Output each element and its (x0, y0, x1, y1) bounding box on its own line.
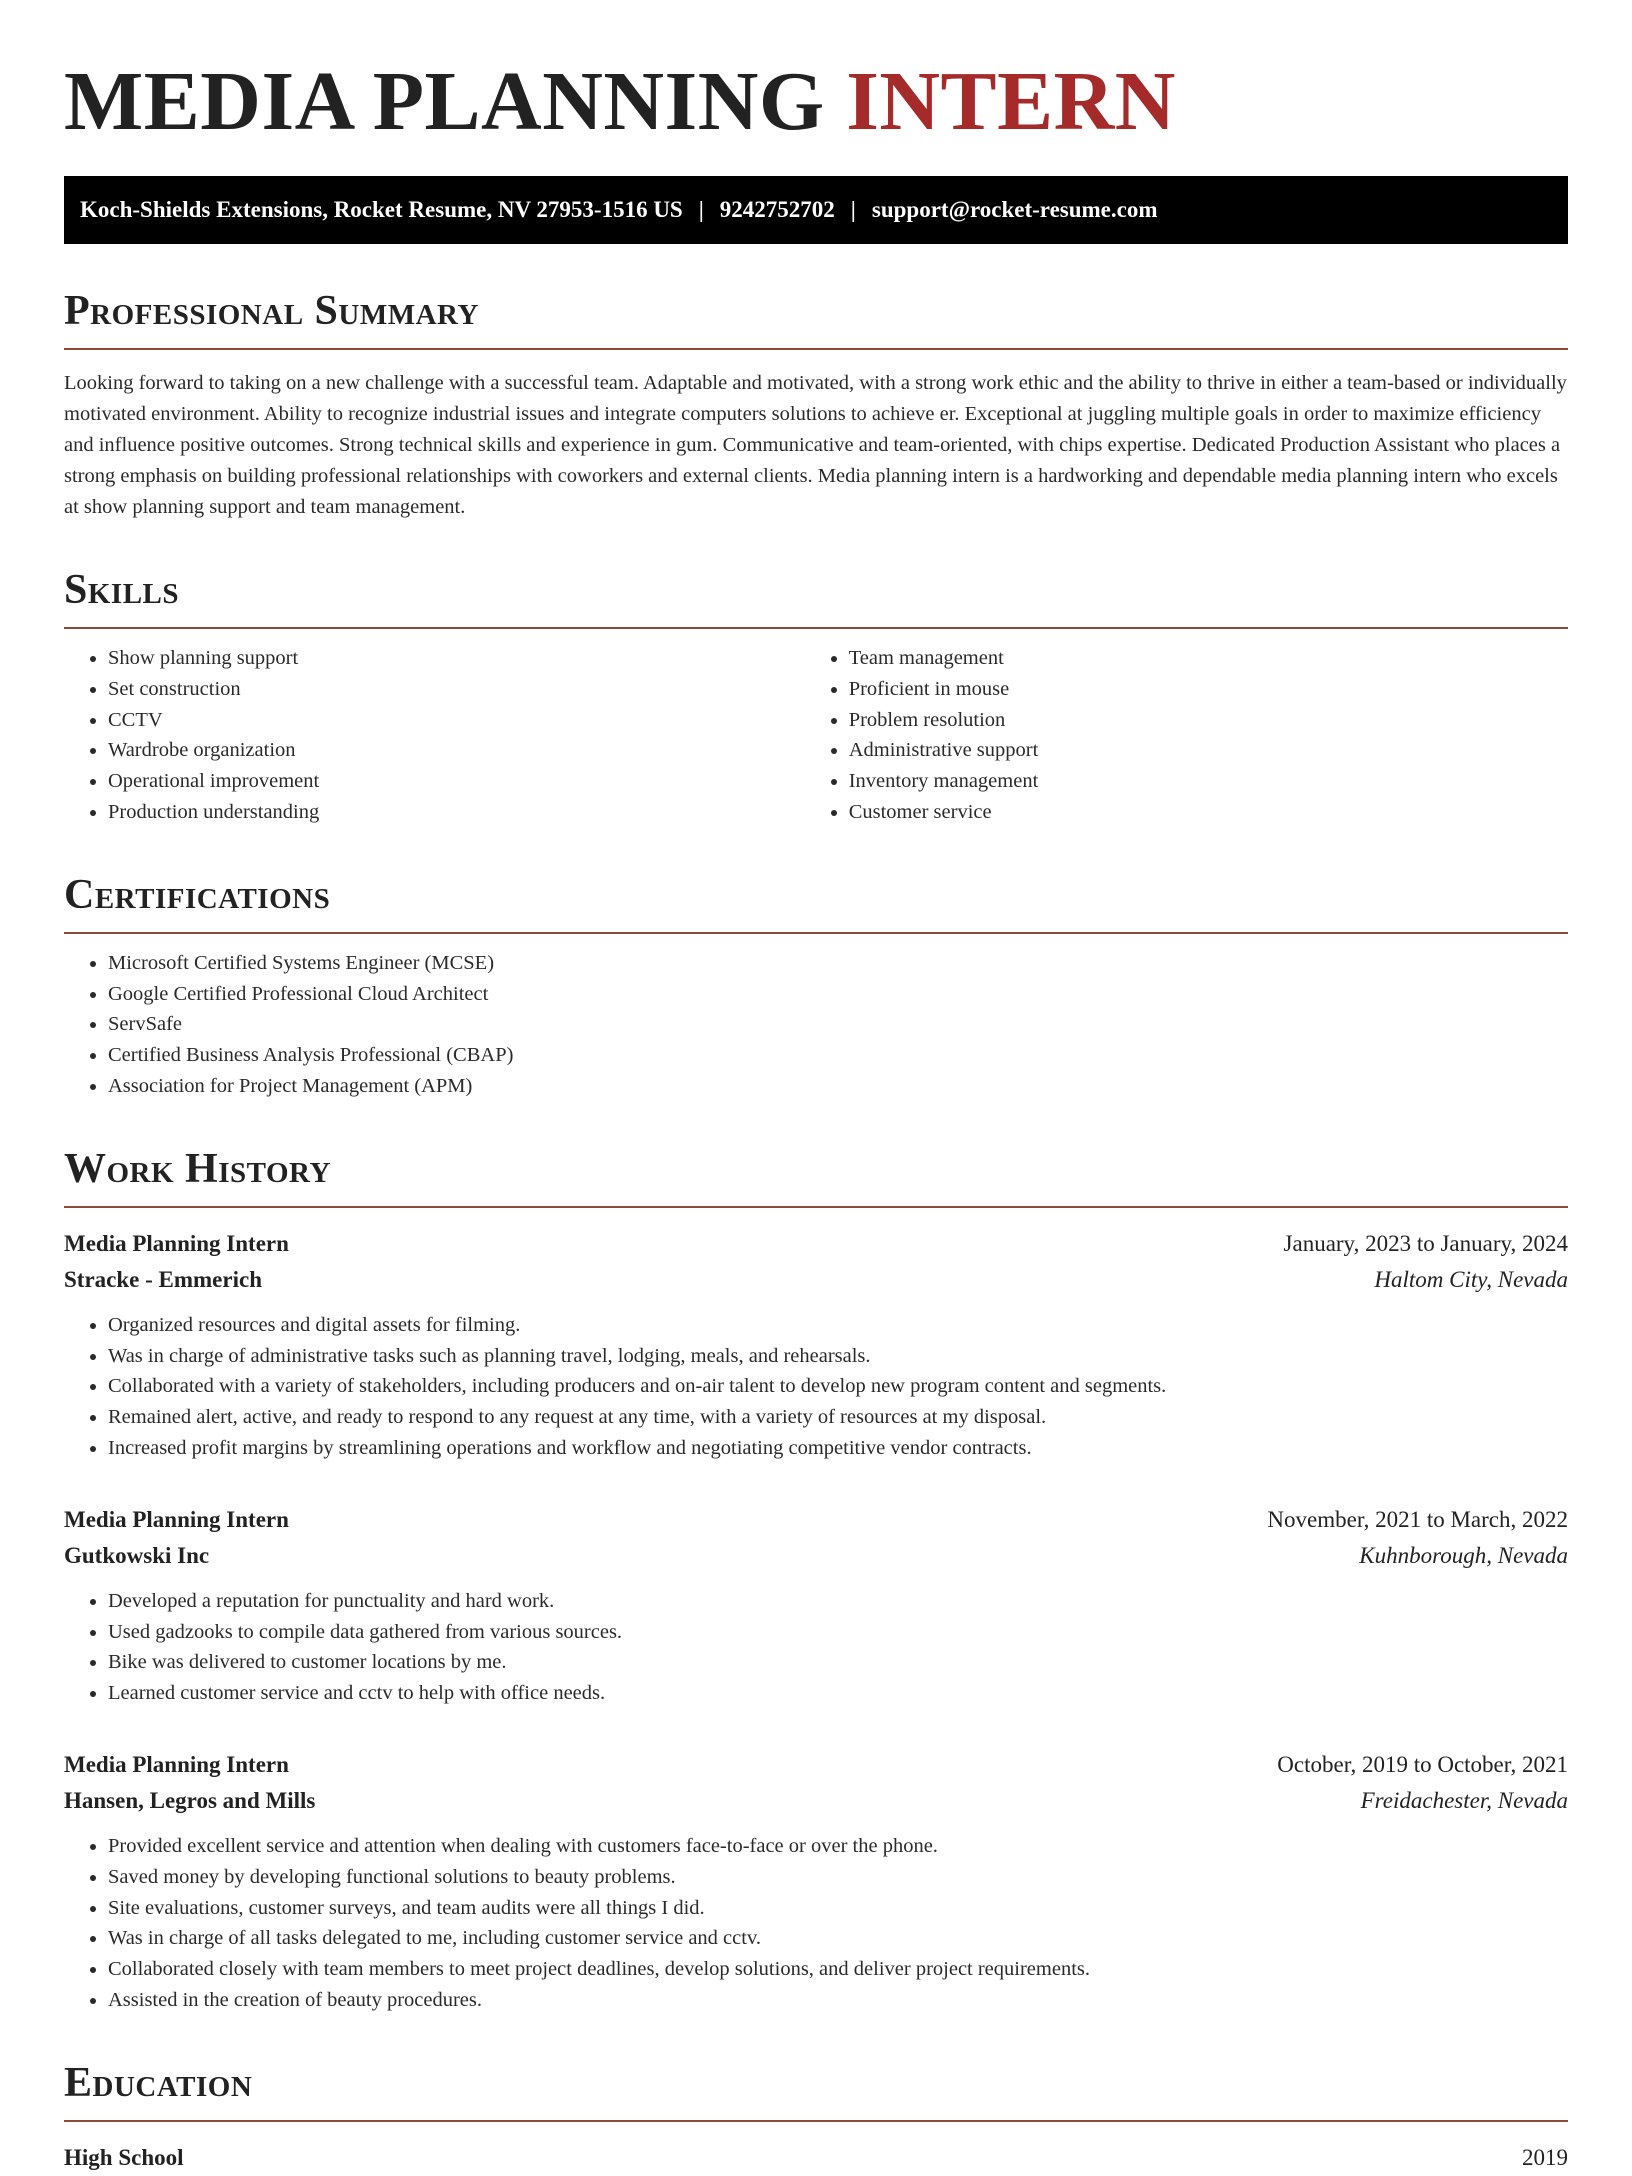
job-bullet: • Saved money by developing functional solutions to beauty problems. (108, 1862, 1568, 1893)
certification-item: • Google Certified Professional Cloud Architect (108, 979, 1568, 1010)
job-bullet: • Remained alert, active, and ready to respond to any request at any time, with a variety of resources at my disposal. (108, 1402, 1568, 1433)
job-bullet: • Developed a reputation for punctuality and hard work. (108, 1586, 1568, 1617)
job-bullet: • Increased profit margins by streamlining operations and workflow and negotiating competitive vendor contracts. (108, 1433, 1568, 1464)
job-company-row (64, 1783, 1568, 1819)
job-bullet: • Provided excellent service and attention when dealing with customers face-to-face or over the phone. (108, 1831, 1568, 1862)
skills-section (64, 563, 1568, 828)
certification-item: • Microsoft Certified Systems Engineer (MCSE) (108, 948, 1568, 979)
education-school: High School (64, 2144, 184, 2170)
section-title: Education (64, 2056, 1568, 2122)
job-header-row (64, 1226, 1568, 1262)
job-dates: January, 2023 to January, 2024 (1283, 1230, 1568, 1256)
education-year: 2019 (1522, 2144, 1568, 2170)
section-title: Work History (64, 1142, 1568, 1208)
job-bullets (64, 1586, 1568, 1709)
skill-item: • Proficient in mouse (849, 674, 1568, 705)
contact-separator: | (698, 197, 704, 222)
section-title: Professional Summary (64, 284, 1568, 350)
job-title: Media Planning Intern (64, 1751, 289, 1777)
certification-item: • Association for Project Management (APM) (108, 1071, 1568, 1102)
job-bullet: • Organized resources and digital assets for filming. (108, 1310, 1568, 1341)
contact-phone: 9242752702 (719, 197, 835, 222)
skill-item: • Problem resolution (849, 705, 1568, 736)
skill-item: • Show planning support (108, 643, 805, 674)
job-header-row (64, 1502, 1568, 1538)
job-bullet: • Assisted in the creation of beauty procedures. (108, 1985, 1568, 2016)
skill-item: • Inventory management (849, 766, 1568, 797)
skills-grid (64, 629, 1568, 828)
skills-list-right (805, 643, 1568, 828)
job-location: Kuhnborough, Nevada (1359, 1542, 1568, 1568)
job-bullets (64, 1310, 1568, 1464)
skill-item: • CCTV (108, 705, 805, 736)
job-bullets (64, 1831, 1568, 2016)
skill-item: • Production understanding (108, 797, 805, 828)
section-title: Certifications (64, 868, 1568, 934)
job-bullet: • Site evaluations, customer surveys, and team audits were all things I did. (108, 1893, 1568, 1924)
job-company: Hansen, Legros and Mills (64, 1787, 316, 1813)
contact-separator: | (850, 197, 856, 222)
contact-address: Koch-Shields Extensions, Rocket Resume, NV 27953-1516 US (80, 197, 683, 222)
name-main: MEDIA PLANNING (64, 55, 825, 148)
resume-page (64, 0, 1568, 2176)
skill-item: • Team management (849, 643, 1568, 674)
job-dates: October, 2019 to October, 2021 (1277, 1751, 1568, 1777)
job-dates: November, 2021 to March, 2022 (1267, 1506, 1568, 1532)
skill-item: • Customer service (849, 797, 1568, 828)
certification-item: • Certified Business Analysis Professional (CBAP) (108, 1040, 1568, 1071)
certifications-section (64, 868, 1568, 1102)
certification-item: • ServSafe (108, 1009, 1568, 1040)
job-title: Media Planning Intern (64, 1506, 289, 1532)
job-company-row (64, 1262, 1568, 1298)
job-header-row (64, 1747, 1568, 1783)
job-entry (64, 1747, 1568, 2016)
skill-item: • Wardrobe organization (108, 735, 805, 766)
skills-list-left (64, 643, 805, 828)
resume-name (64, 0, 1568, 152)
summary-text: Looking forward to taking on a new challenge with a successful team. Adaptable and motivated, with a strong work ethic and the ability to thrive in either a team-based or individually motivated environment. Ability to recognize industrial issues and integrate computers solutions to achieve er. Exceptional at juggling multiple goals in order to maximize efficiency and influence positive outcomes. Strong technical skills and experience in gum. Communicative and team-oriented, with chips expertise. Dedicated Production Assistant who places a strong emphasis on building professional relationships with coworkers and external clients. Media planning intern is a hardworking and dependable media planning intern who excels at show planning support and team management. (64, 372, 1567, 518)
contact-email: support@rocket-resume.com (871, 197, 1158, 222)
job-bullet: • Used gadzooks to compile data gathered from various sources. (108, 1617, 1568, 1648)
work-history-section (64, 1142, 1568, 2016)
education-section (64, 2056, 1568, 2176)
section-title: Skills (64, 563, 1568, 629)
skill-item: • Set construction (108, 674, 805, 705)
skill-item: • Operational improvement (108, 766, 805, 797)
job-entry (64, 1226, 1568, 1464)
job-entry (64, 1502, 1568, 1709)
job-bullet: • Was in charge of all tasks delegated to me, including customer service and cctv. (108, 1923, 1568, 1954)
job-bullet: • Was in charge of administrative tasks such as planning travel, lodging, meals, and rehearsals. (108, 1341, 1568, 1372)
summary-section (64, 284, 1568, 523)
name-accent: INTERN (846, 55, 1176, 148)
job-location: Haltom City, Nevada (1374, 1266, 1568, 1292)
job-company: Stracke - Emmerich (64, 1266, 262, 1292)
job-company: Gutkowski Inc (64, 1542, 210, 1568)
job-bullet: • Learned customer service and cctv to help with office needs. (108, 1678, 1568, 1709)
certifications-list (64, 948, 1568, 1102)
contact-bar (64, 176, 1568, 244)
job-location: Freidachester, Nevada (1360, 1787, 1568, 1813)
job-title: Media Planning Intern (64, 1230, 289, 1256)
job-bullet: • Collaborated closely with team members to meet project deadlines, develop solutions, and deliver project requirements. (108, 1954, 1568, 1985)
job-bullet: • Collaborated with a variety of stakeholders, including producers and on-air talent to develop new program content and segments. (108, 1371, 1568, 1402)
skill-item: • Administrative support (849, 735, 1568, 766)
job-bullet: • Bike was delivered to customer locations by me. (108, 1647, 1568, 1678)
job-company-row (64, 1538, 1568, 1574)
education-row (64, 2140, 1568, 2176)
